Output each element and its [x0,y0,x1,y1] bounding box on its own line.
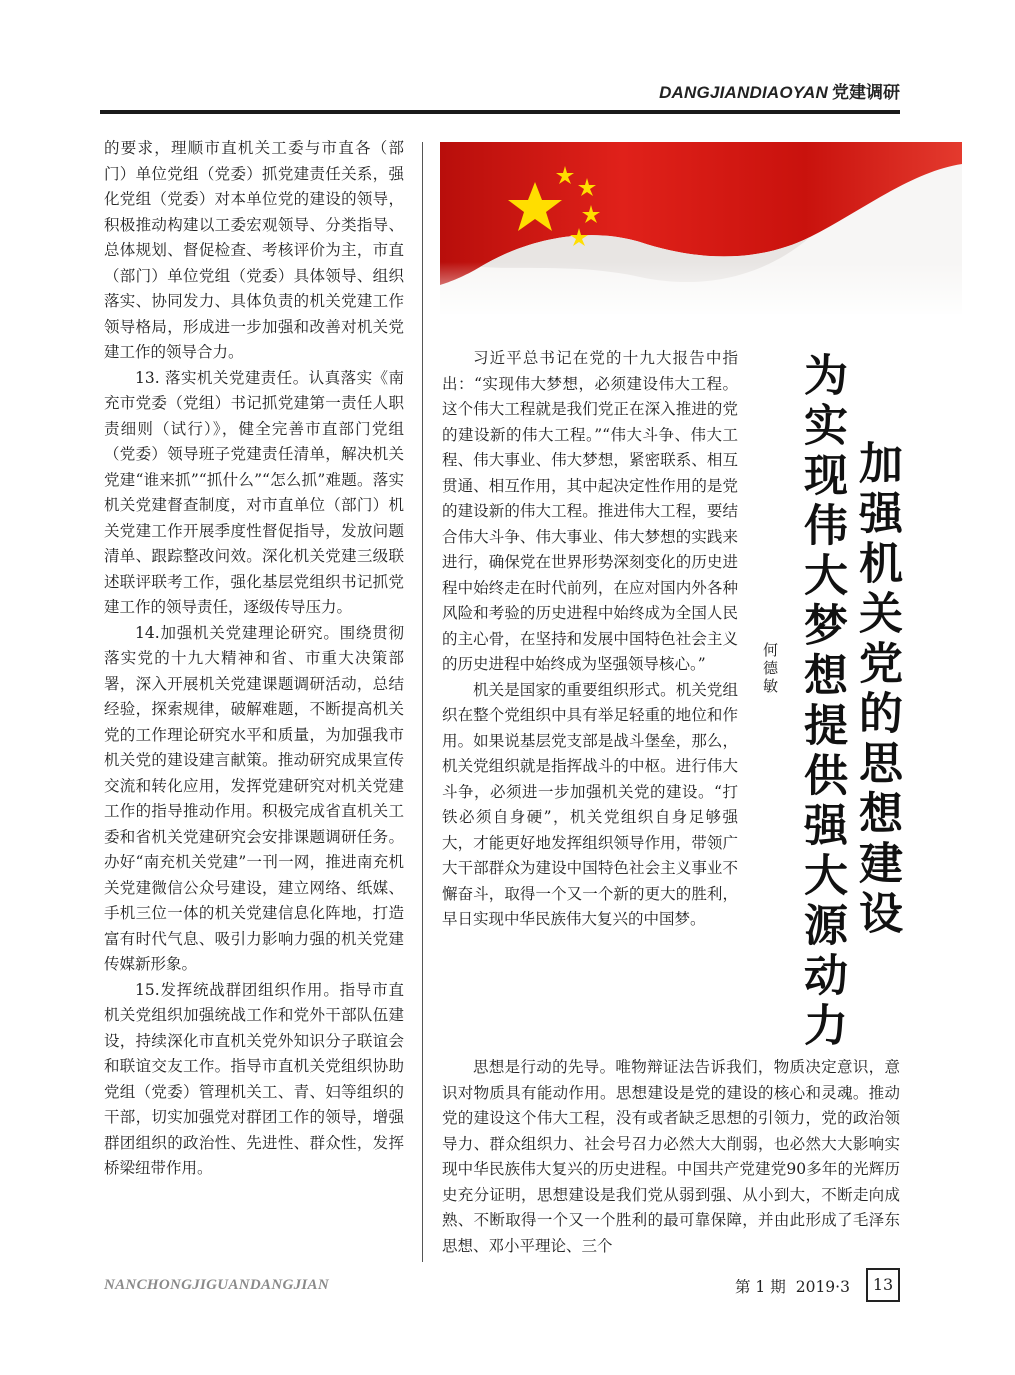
middle-column [442,346,738,933]
section-name: 党建调研 [832,83,900,103]
column-divider [422,142,423,1262]
running-header [100,76,900,106]
article-paragraph: 思想是行动的先导。唯物辩证法告诉我们，物质决定意识，意识对物质具有能动作用。思想建设是党的建设的核心和灵魂。推动党的建设这个伟大工程，没有或者缺乏思想的引领力，党的政治领导力、群众组织力、社会号召力必然大大削弱，也必然大大影响实现中华民族伟大复兴的历史进程。中国共产党建党90多年的光辉历史充分证明，思想建设是我们党从弱到强、从小到大，不断走向成熟、不断取得一个又一个胜利的最可靠保障，并由此形成了毛泽东思想、邓小平理论、三个 [442,1058,900,1255]
article-paragraph: 机关是国家的重要组织形式。机关党组织在整个党组织中具有举足轻重的地位和作用。如果说基层党支部是战斗堡垒，那么，机关党组织就是指挥战斗的中枢。进行伟大斗争，必须进一步加强机关党的建设。“打铁必须自身硬”，机关党组织自身足够强大，才能更好地发挥组织领导作用，带领广大干部群众为建设中国特色社会主义事业不懈奋斗，取得一个又一个新的更大的胜利，早日实现中华民族伟大复兴的中国梦。 [442,680,738,928]
article-subtitle: 为实现伟大梦想提供强大源动力 [796,352,847,1052]
issue-number: 第 1 期 [735,1278,786,1296]
left-paragraph: 15.发挥统战群团组织作用。指导市直机关党组织加强统战工作和党外干部队伍建设，持续深化市直机关党外知识分子联谊会和联谊交友工作。指导市直机关党组织协助党组（党委）管理机关工、青、妇等组织的干部，切实加强党对群团工作的领导，增强群团组织的政治性、先进性、群众性，发挥桥梁纽带作用。 [104,980,404,1177]
left-paragraph: 13. 落实机关党建责任。认真落实《南充市党委（党组）书记抓党建第一责任人职责细则（试行）》，健全完善市直部门党组（党委）领导班子党建责任清单，解决机关党建“谁来抓”“抓什么”“怎么抓”难题。落实机关党建督查制度，对市直单位（部门）机关党建工作开展季度性督促指导，发放问题清单、跟踪整改问效。深化机关党建三级联述联评联考工作，强化基层党组织书记抓党建工作的领导责任，逐级传导压力。 [104,368,404,616]
left-paragraph: 14.加强机关党建理论研究。围绕贯彻落实党的十九大精神和省、市重大决策部署，深入开展机关党建课题调研活动，总结经验，探索规律，破解难题，不断提高机关党的工作理论研究水平和质量，为加强我市机关党的建设建言献策。推动研究成果宣传交流和转化应用，发挥党建研究对机关党建工作的指导推动作用。积极完成省直机关工委和省机关党建研究会安排课题调研任务。办好“南充机关党建”一刊一网，推进南充机关党建微信公众号建设，建立网络、纸媒、手机三位一体的机关党建信息化阵地，打造富有时代气息、吸引力影响力强的机关党建传媒新形象。 [104,623,404,973]
left-column [104,136,404,1182]
bottom-text-block [442,1055,900,1259]
flag-image [440,142,962,314]
page-number: 13 [866,1268,900,1302]
magazine-name-en: DANGJIANDIAOYAN [659,83,828,102]
left-paragraph: 的要求，理顺市直机关工委与市直各（部门）单位党组（党委）抓党建责任关系，强化党组（党委）对本单位党的建设的领导，积极推动构建以工委宏观领导、分类指导、总体规划、督促检查、考核评价为主，市直（部门）单位党组（党委）具体领导、组织落实、协同发力、具体负责的机关党建工作领导格局，形成进一步加强和改善对机关党建工作的领导合力。 [104,139,404,361]
article-paragraph: 习近平总书记在党的十九大报告中指出：“实现伟大梦想，必须建设伟大工程。这个伟大工程就是我们党正在深入推进的党的建设新的伟大工程。”“伟大斗争、伟大工程、伟大事业、伟大梦想，紧密联系、相互贯通、相互作用，其中起决定性作用的是党的建设新的伟大工程。推进伟大工程，要结合伟大斗争、伟大事业、伟大梦想的实践来进行，确保党在世界形势深刻变化的历史进程中始终走在时代前列，在应对国内外各种风险和考验的历史进程中始终成为全国人民的主心骨，在坚持和发展中国特色社会主义的历史进程中始终成为坚强领导核心。” [442,349,738,673]
footer-magazine-name: NANCHONGJIGUANDANGJIAN [104,1277,329,1293]
magazine-brand [659,78,900,103]
header-rule [100,110,900,114]
footer-issue-info [735,1275,850,1297]
article-title: 加强机关党的思想建设 [851,440,902,940]
issue-date: 2019·3 [795,1278,850,1296]
author-name: 何德敏 [761,642,779,696]
